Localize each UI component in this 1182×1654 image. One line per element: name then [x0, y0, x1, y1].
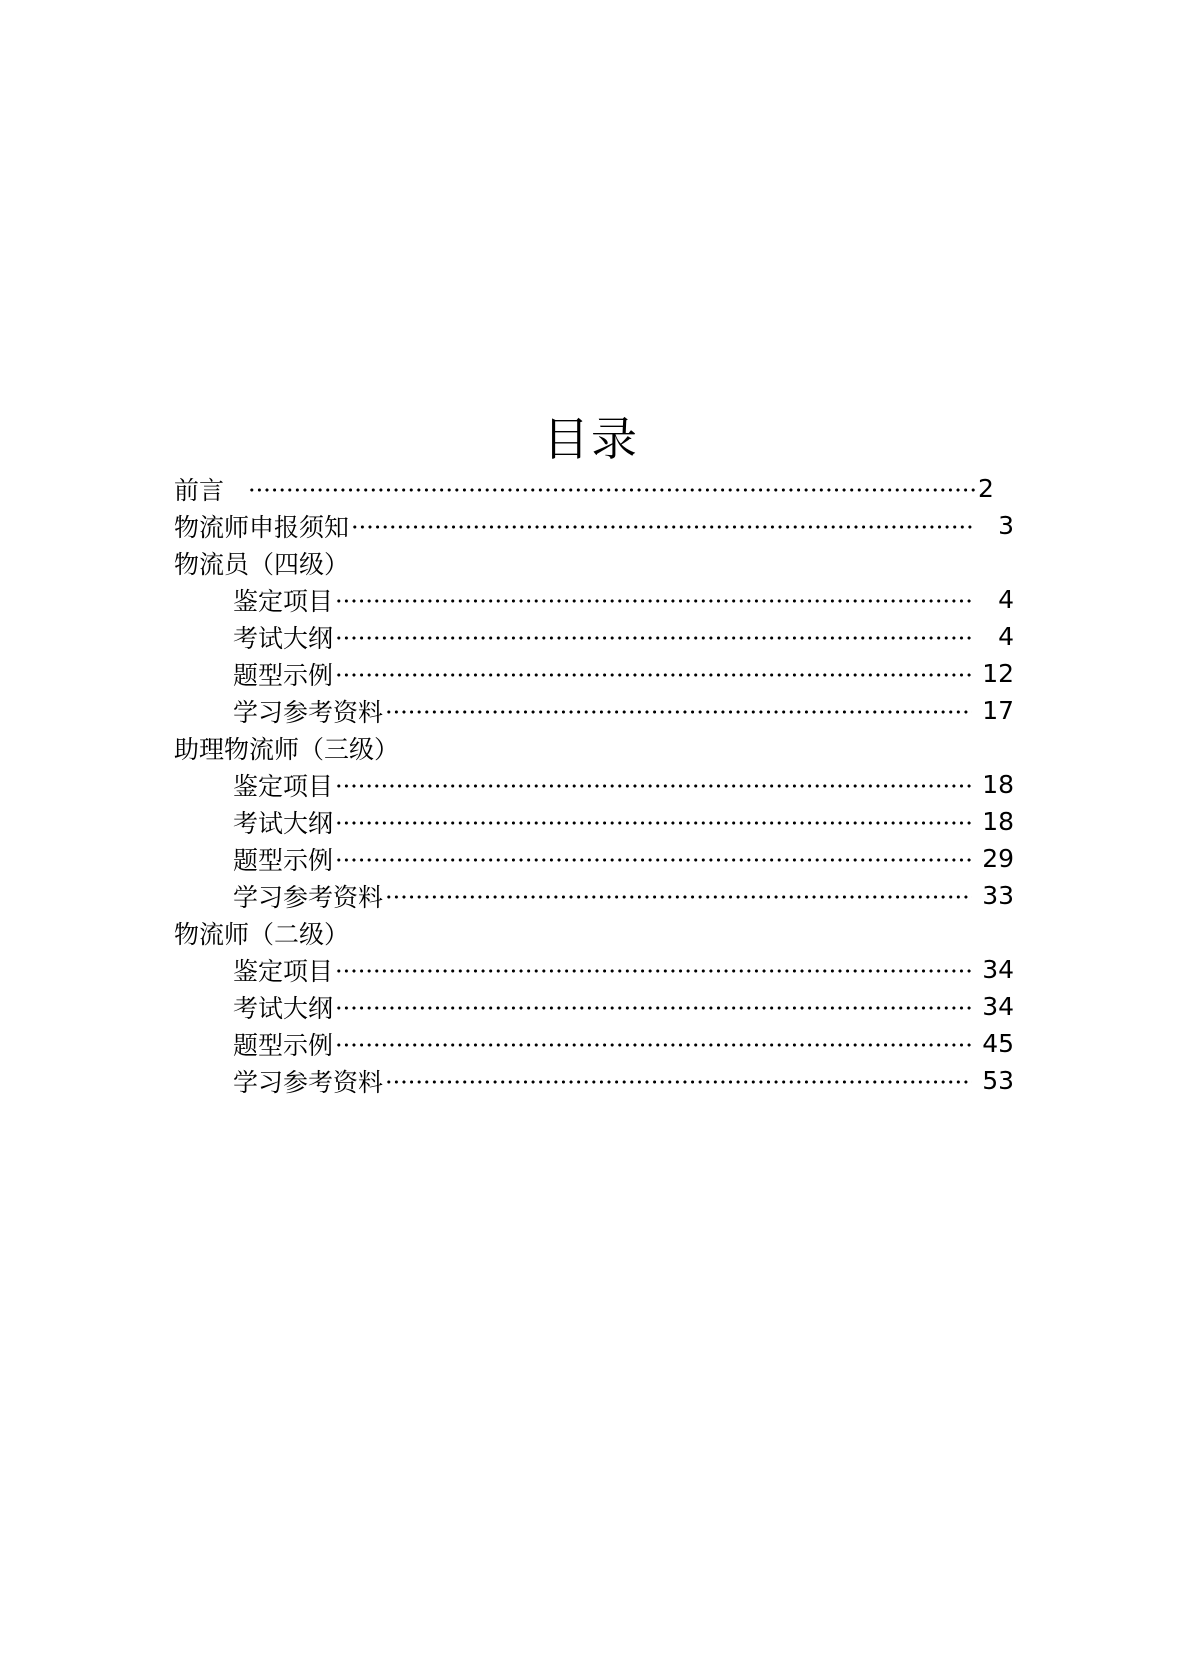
- toc-entry-label: 鉴定项目: [233, 956, 334, 986]
- dot-leader: [335, 968, 972, 974]
- dot-leader: [335, 820, 972, 826]
- toc-entry-label: 鉴定项目: [233, 586, 334, 616]
- toc-entry-label: 学习参考资料: [233, 697, 384, 727]
- toc-entry[interactable]: [174, 877, 1014, 914]
- toc-page-number: 12: [982, 659, 1014, 688]
- toc-section-label: 物流师（二级）: [174, 919, 350, 949]
- toc-entry[interactable]: [174, 618, 1014, 655]
- toc-entry-label: 题型示例: [233, 1030, 334, 1060]
- toc-page-number: 17: [982, 696, 1014, 725]
- dot-leader: [351, 524, 972, 530]
- toc-entry[interactable]: [174, 581, 1014, 618]
- dot-leader: [385, 894, 972, 900]
- toc-section-heading[interactable]: [174, 914, 1014, 951]
- toc-entry[interactable]: [174, 988, 1014, 1025]
- toc-entry-label: 考试大纲: [233, 993, 334, 1023]
- toc-page-number: 4: [998, 585, 1014, 614]
- toc-section-label: 助理物流师（三级）: [174, 734, 400, 764]
- table-of-contents: [174, 470, 1014, 1099]
- dot-leader: [385, 1079, 972, 1085]
- toc-entry[interactable]: [174, 470, 1014, 507]
- toc-entry[interactable]: [174, 951, 1014, 988]
- toc-page-number: 18: [982, 770, 1014, 799]
- toc-entry[interactable]: [174, 840, 1014, 877]
- toc-page-number: 4: [998, 622, 1014, 651]
- dot-leader: [335, 598, 972, 604]
- toc-entry[interactable]: [174, 766, 1014, 803]
- toc-page-number: 3: [998, 511, 1014, 540]
- dot-leader: [335, 1005, 972, 1011]
- toc-entry[interactable]: [174, 803, 1014, 840]
- page-title: 目录: [543, 412, 639, 466]
- dot-leader: [335, 1042, 972, 1048]
- toc-page-number: 53: [982, 1066, 1014, 1095]
- toc-page-number: 2: [978, 474, 994, 503]
- toc-entry-label: 物流师申报须知: [174, 512, 350, 542]
- toc-section-label: 物流员（四级）: [174, 549, 350, 579]
- toc-entry-label: 鉴定项目: [233, 771, 334, 801]
- toc-entry-label: 题型示例: [233, 660, 334, 690]
- dot-leader: [248, 487, 976, 493]
- toc-section-heading[interactable]: [174, 729, 1014, 766]
- toc-entry[interactable]: [174, 692, 1014, 729]
- toc-entry-label: 学习参考资料: [233, 1067, 384, 1097]
- dot-leader: [335, 857, 972, 863]
- dot-leader: [335, 783, 972, 789]
- dot-leader: [335, 635, 972, 641]
- toc-entry[interactable]: [174, 507, 1014, 544]
- toc-entry[interactable]: [174, 655, 1014, 692]
- toc-page-number: 45: [982, 1029, 1014, 1058]
- toc-page-number: 33: [982, 881, 1014, 910]
- toc-page-number: 29: [982, 844, 1014, 873]
- toc-entry-label: 题型示例: [233, 845, 334, 875]
- toc-entry[interactable]: [174, 1062, 1014, 1099]
- toc-entry[interactable]: [174, 1025, 1014, 1062]
- toc-page-number: 18: [982, 807, 1014, 836]
- dot-leader: [335, 672, 972, 678]
- toc-page-number: 34: [982, 992, 1014, 1021]
- toc-entry-label: 考试大纲: [233, 623, 334, 653]
- toc-page-number: 34: [982, 955, 1014, 984]
- toc-entry-label: 考试大纲: [233, 808, 334, 838]
- toc-section-heading[interactable]: [174, 544, 1014, 581]
- toc-entry-label: 学习参考资料: [233, 882, 384, 912]
- toc-entry-label: 前言: [174, 475, 225, 505]
- dot-leader: [385, 709, 972, 715]
